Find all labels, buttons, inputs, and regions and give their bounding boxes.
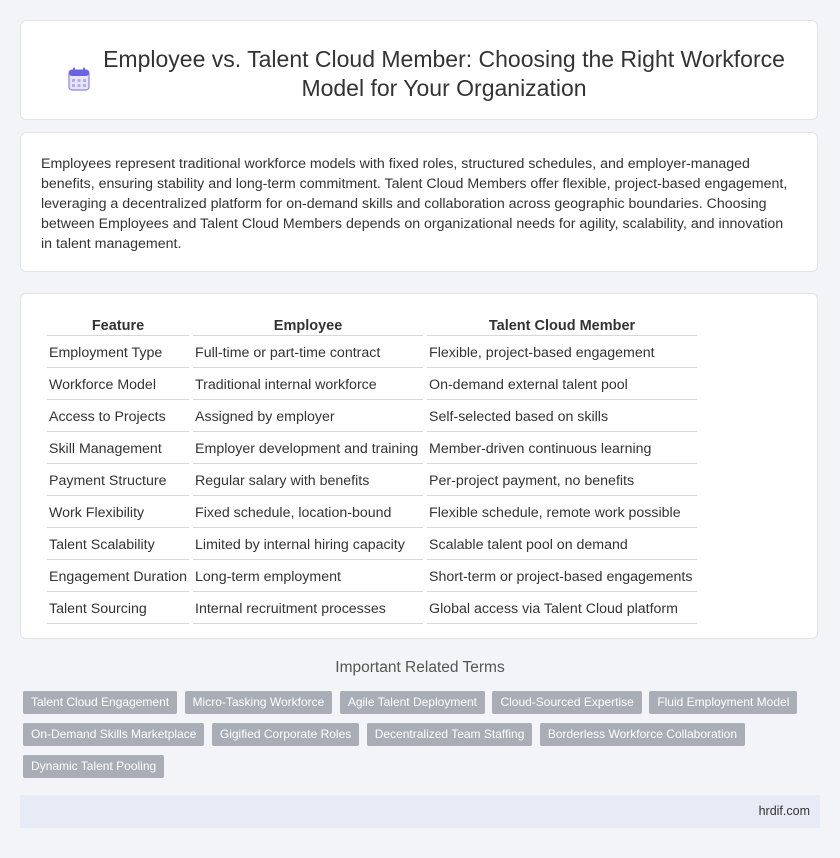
comparison-table [43,314,701,626]
related-term-tag[interactable]: Dynamic Talent Pooling [23,755,164,778]
talent-cloud-cell: Flexible schedule, remote work possible [427,498,697,528]
related-terms-heading: Important Related Terms [335,659,505,676]
employee-cell: Limited by internal hiring capacity [193,530,423,560]
table-row [47,370,697,400]
table-row [47,466,697,496]
employee-cell: Traditional internal workforce [193,370,423,400]
feature-cell: Payment Structure [47,466,189,496]
title-card [20,20,818,120]
talent-cloud-cell: On-demand external talent pool [427,370,697,400]
employee-cell: Fixed schedule, location-bound [193,498,423,528]
related-term-tag[interactable]: Agile Talent Deployment [340,691,485,714]
talent-cloud-cell: Short-term or project-based engagements [427,562,697,592]
table-row [47,562,697,592]
talent-cloud-cell: Scalable talent pool on demand [427,530,697,560]
feature-cell: Employment Type [47,338,189,368]
feature-cell: Work Flexibility [47,498,189,528]
related-term-tag[interactable]: Cloud-Sourced Expertise [492,691,641,714]
feature-cell: Engagement Duration [47,562,189,592]
feature-cell: Talent Scalability [47,530,189,560]
feature-cell: Talent Sourcing [47,594,189,624]
related-term-tag[interactable]: Micro-Tasking Workforce [185,691,333,714]
employee-cell: Full-time or part-time contract [193,338,423,368]
table-row [47,498,697,528]
related-term-tag[interactable]: Decentralized Team Staffing [367,723,533,746]
talent-cloud-cell: Flexible, project-based engagement [427,338,697,368]
table-row [47,338,697,368]
related-term-tag[interactable]: Borderless Workforce Collaboration [540,723,745,746]
related-term-tag[interactable]: Fluid Employment Model [649,691,797,714]
feature-cell: Skill Management [47,434,189,464]
page-title: Employee vs. Talent Cloud Member: Choosing the Right Workforce Model for Your Organization [103,46,785,101]
footer [20,795,820,828]
employee-cell: Long-term employment [193,562,423,592]
related-term-tag[interactable]: Gigified Corporate Roles [212,723,359,746]
column-header-feature: Feature [47,316,189,336]
talent-cloud-cell: Per-project payment, no benefits [427,466,697,496]
talent-cloud-cell: Self-selected based on skills [427,402,697,432]
employee-cell: Assigned by employer [193,402,423,432]
employee-cell: Internal recruitment processes [193,594,423,624]
related-term-tag[interactable]: On-Demand Skills Marketplace [23,723,204,746]
column-header-talent-cloud-member: Talent Cloud Member [427,316,697,336]
employee-cell: Employer development and training [193,434,423,464]
talent-cloud-cell: Global access via Talent Cloud platform [427,594,697,624]
feature-cell: Access to Projects [47,402,189,432]
related-terms-list [23,691,823,787]
talent-cloud-cell: Member-driven continuous learning [427,434,697,464]
intro-card [20,132,818,272]
table-row [47,530,697,560]
table-row [47,594,697,624]
table-header-row [47,316,697,336]
employee-cell: Regular salary with benefits [193,466,423,496]
feature-cell: Workforce Model [47,370,189,400]
footer-site-link[interactable]: hrdif.com [758,804,810,818]
table-row [47,402,697,432]
related-term-tag[interactable]: Talent Cloud Engagement [23,691,177,714]
table-row [47,434,697,464]
intro-paragraph: Employees represent traditional workforce models with fixed roles, structured schedules, and employer-managed benefits, ensuring stability and long-term commitment. Talent Cloud Members offer flexible, project-based engagement, leveraging a decentralized platform for on-demand skills and collaboration across geographic boundaries. Choosing between Employees and Talent Cloud Members depends on organizational needs for agility, scalability, and innovation in talent management. [41,156,788,252]
comparison-card [20,293,818,639]
column-header-employee: Employee [193,316,423,336]
